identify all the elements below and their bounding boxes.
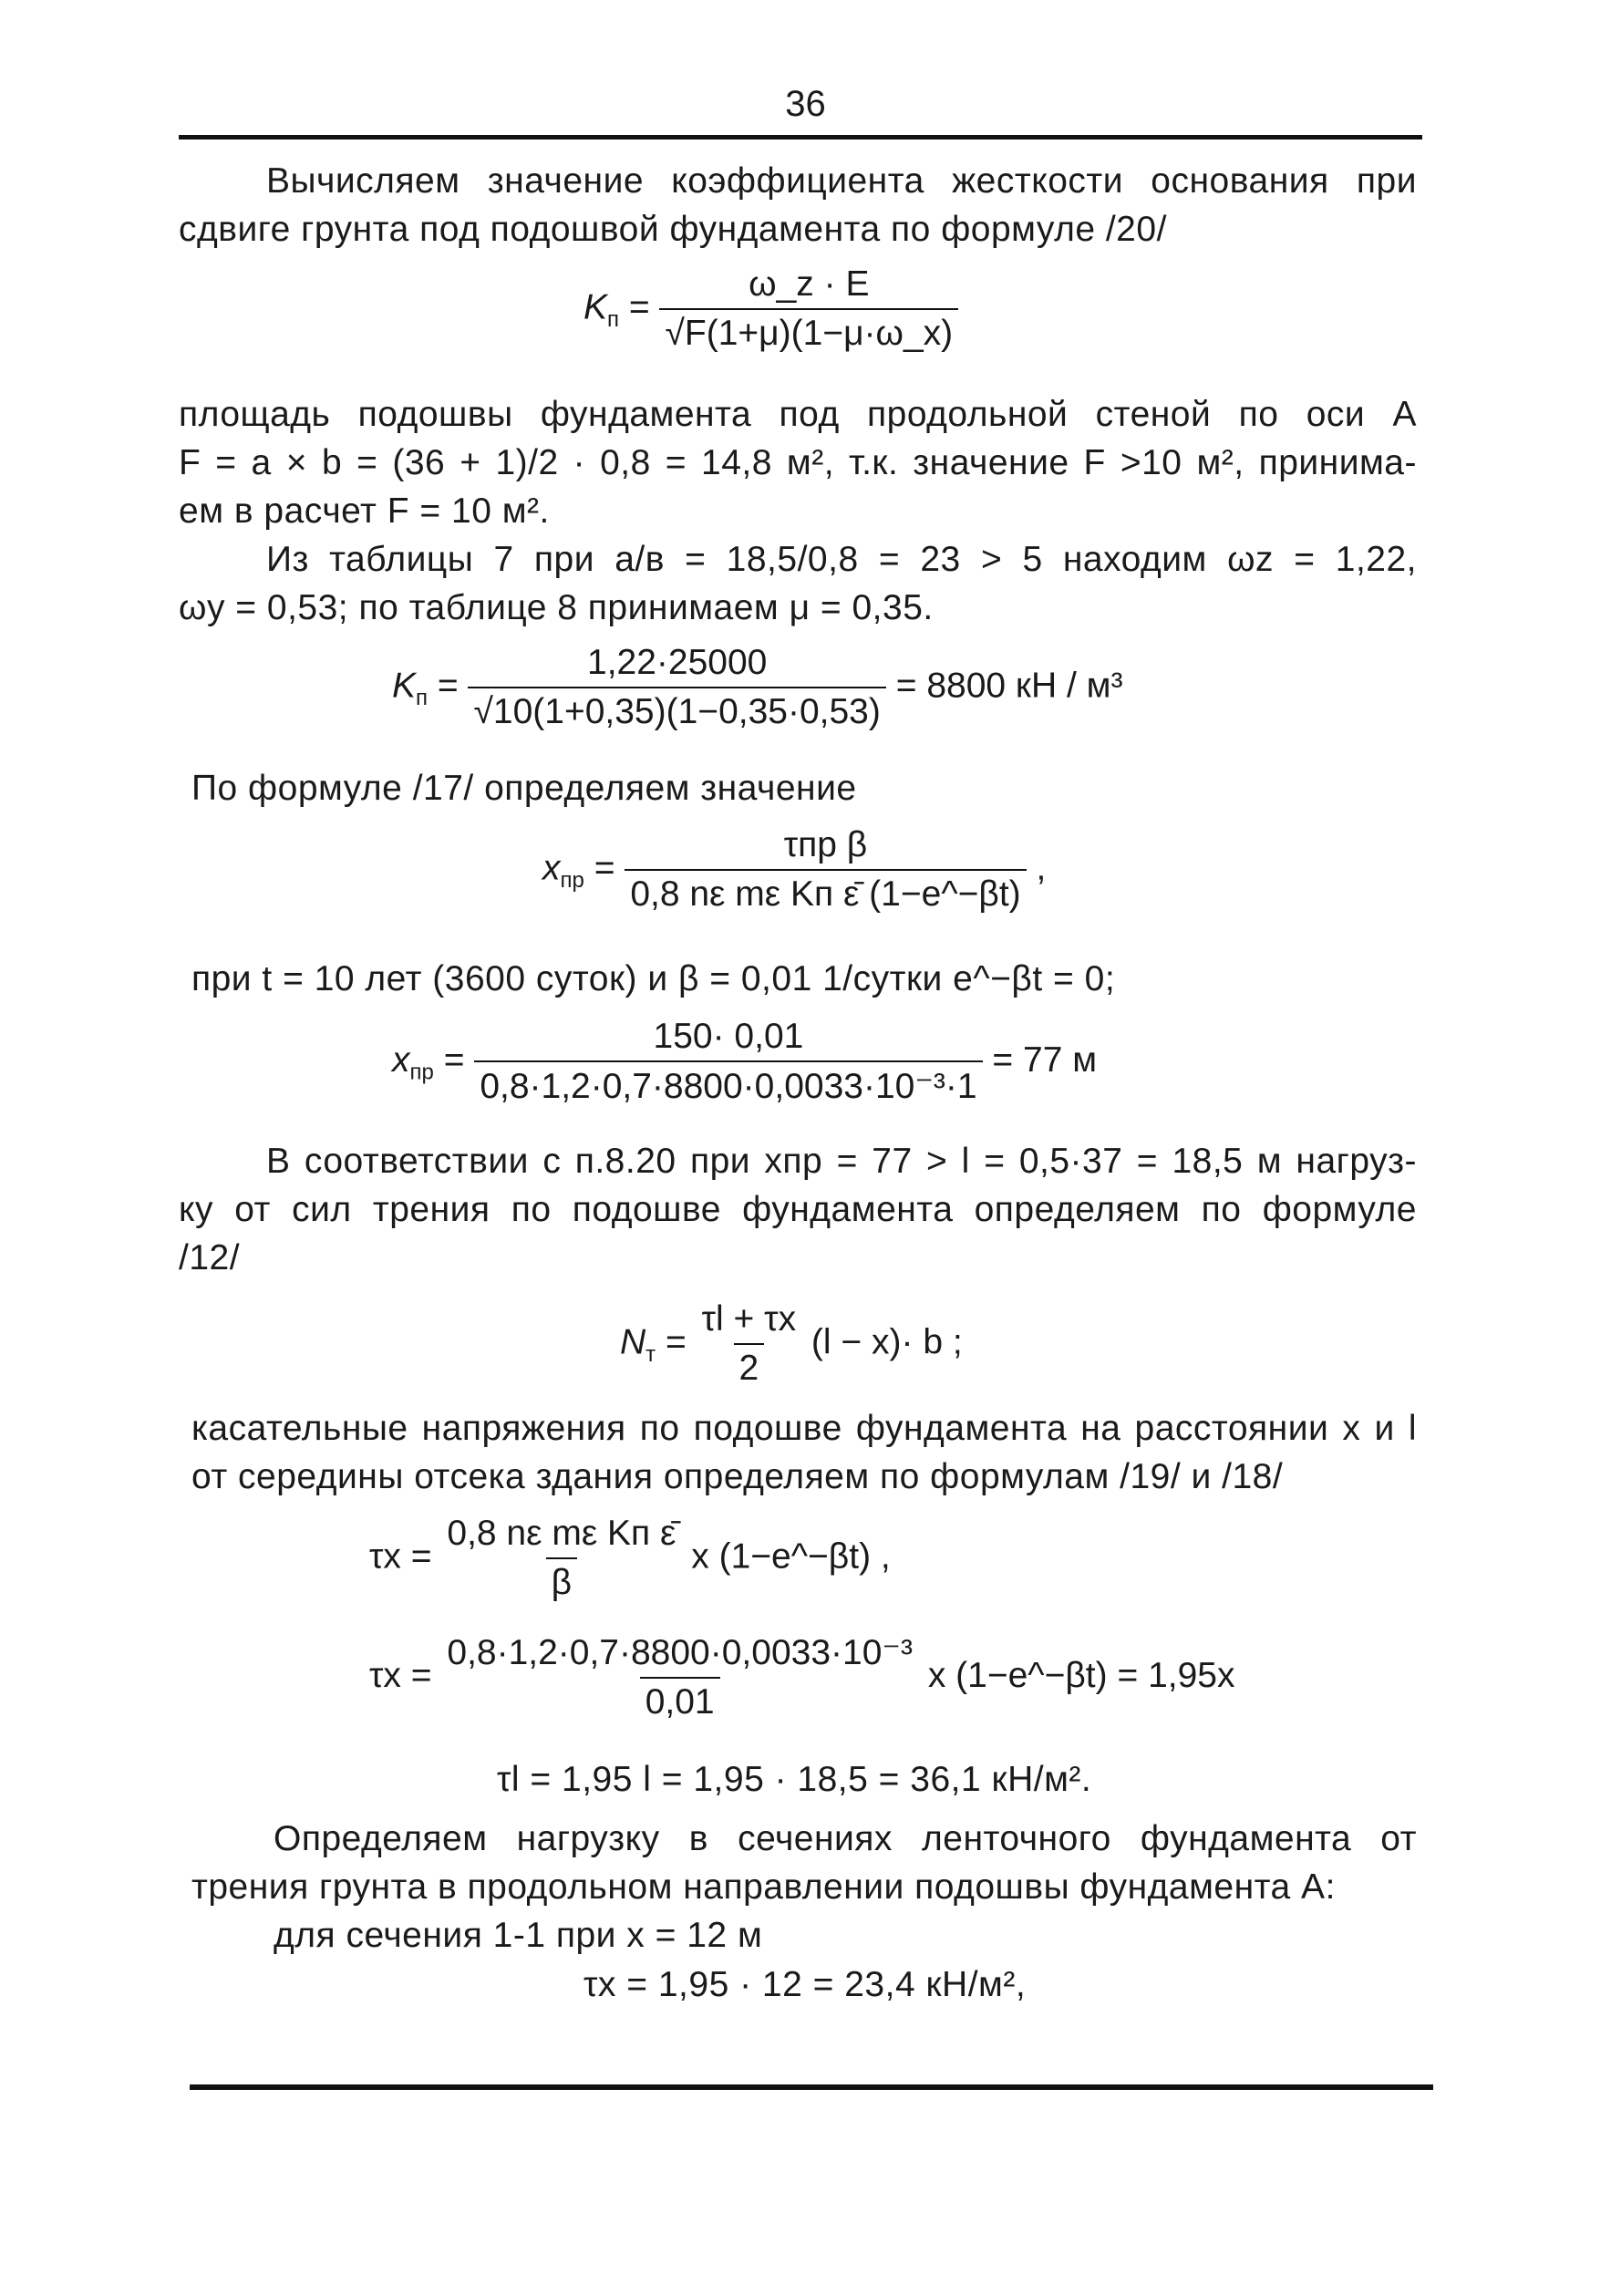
formula-xpr-result: = 77 м: [992, 1039, 1098, 1080]
formula-18-denominator: 0,01: [640, 1677, 720, 1722]
formula-19-fraction: [441, 1514, 681, 1603]
formula-xpr-fraction: [474, 1017, 982, 1107]
paragraph-2-line-3: ем в расчет F = 10 м².: [179, 491, 550, 531]
formula-20-fraction: [659, 264, 958, 354]
formula-kn-lhs-sub: п: [416, 686, 429, 711]
paragraph-6-line-1: В соответствии с п.8.20 при xпр = 77 > l = 0,5·37 = 18,5 м нагруз-: [266, 1142, 1417, 1181]
formula-12-fraction: [697, 1299, 801, 1389]
formula-20-denominator: √F(1+μ)(1−μ·ω_x): [659, 308, 958, 354]
formula-17-numerator: τпр β: [783, 825, 868, 864]
formula-18-fraction: [441, 1632, 918, 1722]
formula-19: τx = $\frac{\text{0,8 nε mε Kп ε̄}}{\beta}$ x (1−e^−βt) ,: [369, 1514, 891, 1602]
formula-17-lhs-sub: пр: [560, 868, 584, 894]
formula-12-lhs: N: [620, 1322, 646, 1362]
formula-18-lhs: τx: [369, 1655, 401, 1695]
formula-xpr-numeric: $x_{пр}$ = $\frac{150\cdot 0,01}{\text{0,8·1,2·0,7·8800·0,0033·10⁻³·1}}$ = 77 м: [392, 1017, 1098, 1106]
paragraph-8-line-2: трения грунта в продольном направлении подошвы фундамента А:: [191, 1867, 1336, 1907]
paragraph-6-line-3: /12/: [179, 1238, 241, 1277]
paragraph-1-line-2: сдвиге грунта под подошвой фундамента по формуле /20/: [179, 210, 1167, 249]
formula-kn-fraction: [468, 643, 885, 732]
formula-17-lhs: x: [542, 848, 561, 888]
formula-17: $x_{пр}$ = $\frac{\text{τпр β}}{\text{0,8 nε mε Kп ε̄ (1−e\textasciicircum{}−βt)}}$ ,: [542, 825, 1047, 914]
formula-kn-result: = 8800 кН / м³: [895, 666, 1123, 706]
formula-kn-lhs: K: [392, 666, 417, 706]
formula-12-tail: (l − x)· b ;: [811, 1322, 963, 1362]
footer-rule: [190, 2084, 1433, 2090]
formula-17-fraction: [625, 825, 1026, 915]
formula-19-tail: x (1−e^−βt) ,: [691, 1536, 891, 1577]
paragraph-8-line-3: для сечения 1-1 при x = 12 м: [274, 1916, 763, 1955]
paragraph-7-line-2: от середины отсека здания определяем по формулам /19/ и /18/: [191, 1457, 1284, 1496]
formula-12-lhs-sub: т: [645, 1342, 656, 1368]
header-rule: [179, 135, 1422, 140]
paragraph-7-line-1: касательные напряжения по подошве фундамента на расстоянии x и l: [191, 1409, 1417, 1448]
formula-12-denominator: 2: [734, 1343, 765, 1389]
paragraph-1-line-1: Вычисляем значение коэффициента жесткости основания при: [266, 161, 1417, 201]
formula-20-lhs-sub: п: [607, 307, 620, 333]
formula-kn-numeric: $K_п$ = $\frac{1,22\cdot 25000}{√10(1+0,35)(1-0,35\cdot 0,53)}$ = 8800 кН / м³: [392, 643, 1123, 731]
paragraph-3-line-1: Из таблицы 7 при а/в = 18,5/0,8 = 23 > 5 находим ωz = 1,22,: [266, 540, 1417, 579]
formula-xpr-denominator: 0,8·1,2·0,7·8800·0,0033·10⁻³·1: [474, 1060, 982, 1107]
formula-17-denominator: 0,8 nε mε Kп ε̄ (1−e^−βt): [625, 869, 1026, 915]
paragraph-2-line-1: площадь подошвы фундамента под продольной стеной по оси А: [179, 395, 1417, 434]
formula-kn-numerator: 1,22·25000: [587, 643, 768, 682]
paragraph-2-line-2: F = a × b = (36 + 1)/2 · 0,8 = 14,8 м², т.к. значение F >10 м², принима-: [179, 443, 1417, 482]
formula-12-numerator: τl + τx: [701, 1299, 797, 1339]
formula-19-numerator: 0,8 nε mε Kп ε̄: [447, 1514, 676, 1553]
formula-17-tail: ,: [1036, 848, 1047, 888]
paragraph-5: при t = 10 лет (3600 суток) и β = 0,01 1/сутки e^−βt = 0;: [191, 959, 1116, 998]
page-number: 36: [785, 84, 826, 124]
paragraph-8-line-1: Определяем нагрузку в сечениях ленточного фундамента от: [274, 1819, 1417, 1858]
formula-18-tail: x (1−e^−βt) = 1,95x: [927, 1655, 1235, 1695]
paragraph-3-line-2: ωy = 0,53; по таблице 8 принимаем μ = 0,35.: [179, 588, 934, 627]
formula-20-numerator: ω_z · E: [749, 264, 870, 304]
formula-19-denominator: β: [546, 1557, 577, 1603]
paragraph-4: По формуле /17/ определяем значение: [191, 769, 857, 808]
paragraph-6-line-2: ку от сил трения по подошве фундамента определяем по формуле: [179, 1190, 1417, 1229]
formula-20: $K_п$ = $\frac{\omega\_z \cdot E}{√F(1+\mu)(1-\mu\cdot\omega\_x)}$: [583, 264, 958, 354]
formula-kn-denominator: √10(1+0,35)(1−0,35·0,53): [468, 687, 885, 732]
formula-xpr-numerator: 150· 0,01: [653, 1017, 804, 1056]
formula-20-lhs: K: [583, 287, 608, 327]
tau-x-12-line: τx = 1,95 · 12 = 23,4 кН/м²,: [583, 1965, 1027, 2004]
formula-19-lhs: τx: [369, 1536, 401, 1577]
formula-xpr-lhs: x: [392, 1039, 410, 1080]
formula-12: $N_т$ = $\frac{\tau l + \tau x}{2}$ (l − x)· b ;: [620, 1299, 963, 1388]
formula-xpr-lhs-sub: пр: [409, 1060, 434, 1085]
formula-18-numerator: 0,8·1,2·0,7·8800·0,0033·10⁻³: [447, 1633, 913, 1672]
formula-18-numeric: τx = $\frac{\text{0,8·1,2·0,7·8800·0,0033·10⁻³}}{0,01}$ x (1−e^−βt) = 1,95x: [369, 1633, 1235, 1722]
tau-l-line: τl = 1,95 l = 1,95 · 18,5 = 36,1 кН/м².: [497, 1760, 1092, 1799]
